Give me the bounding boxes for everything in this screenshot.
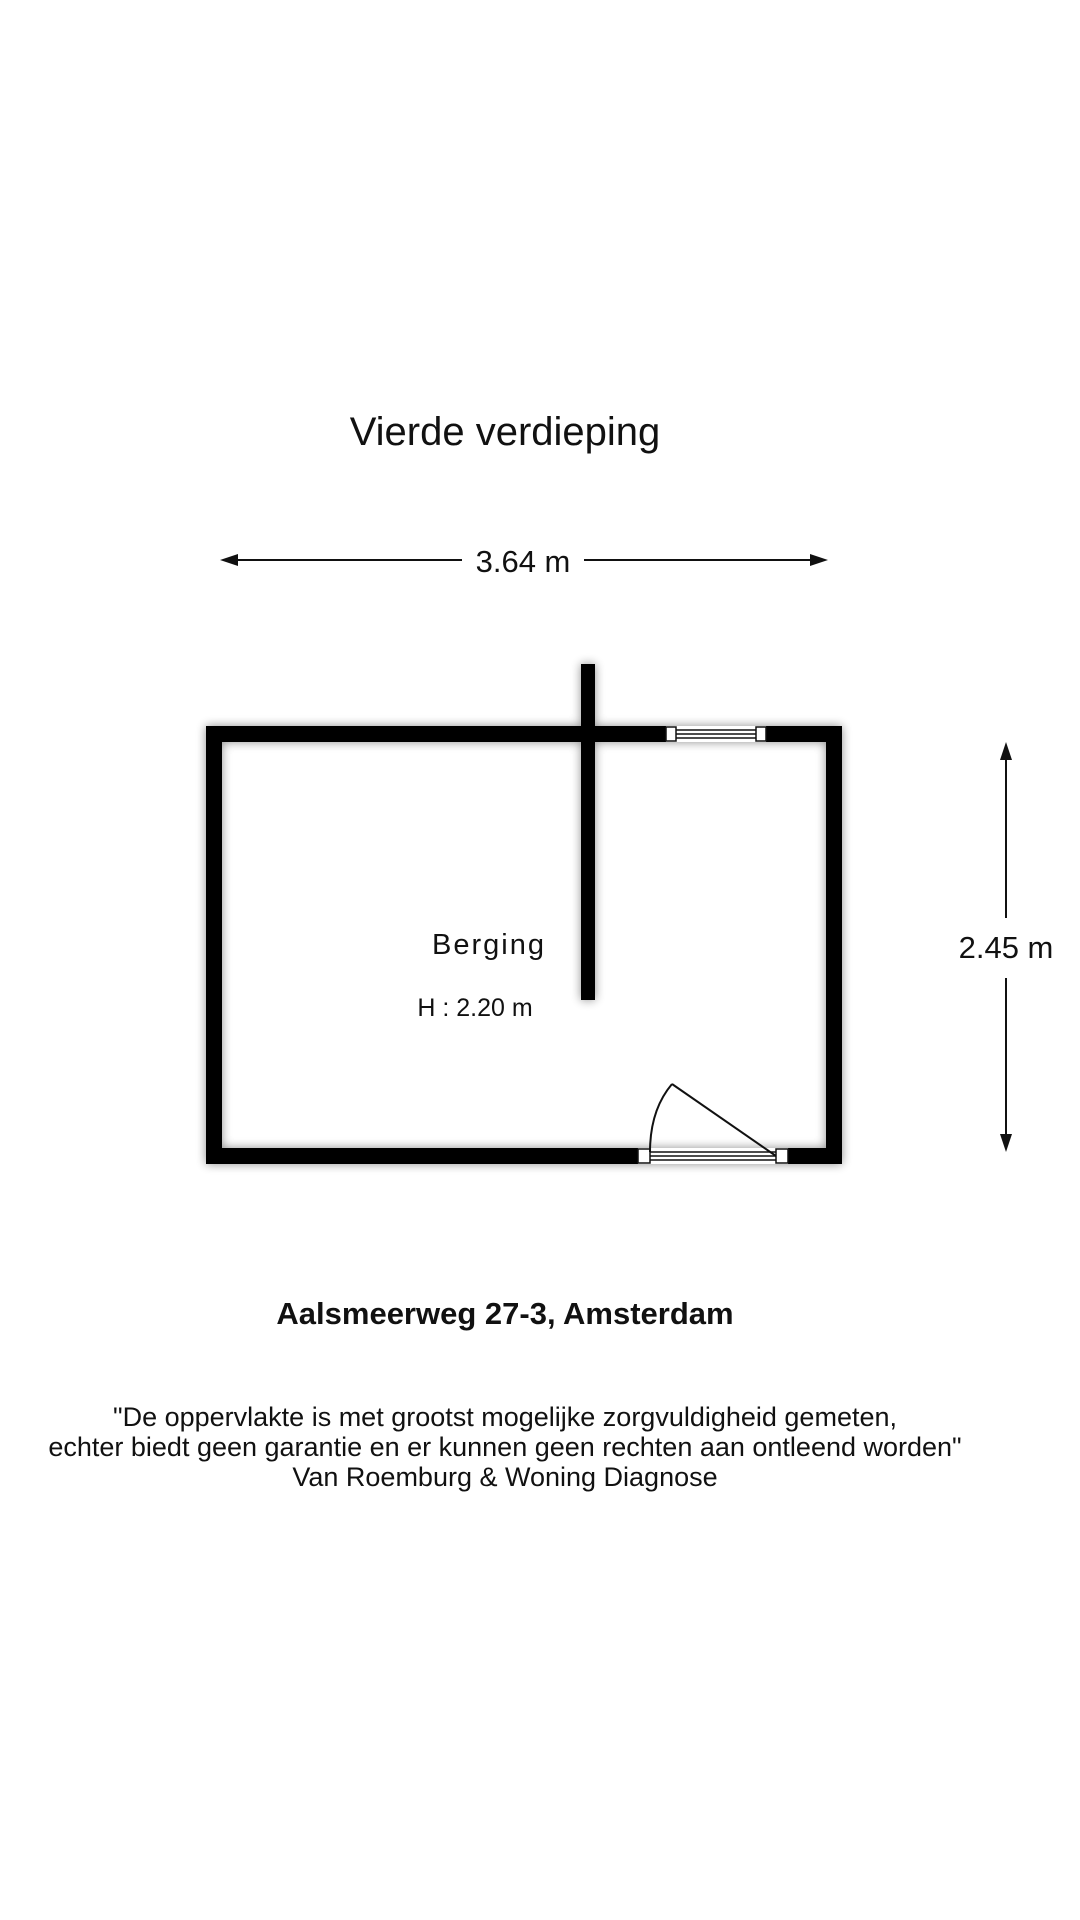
wall-partition	[581, 664, 595, 1000]
window-jamb-left	[666, 727, 676, 741]
disclaimer-line: echter biedt geen garantie en er kunnen geen rechten aan ontleend worden"	[48, 1432, 962, 1462]
door-swing-arc	[650, 1084, 672, 1152]
width-dimension	[220, 544, 828, 579]
door-jamb-left	[638, 1149, 650, 1163]
disclaimer	[0, 1402, 1010, 1492]
arrow-right-icon	[810, 554, 828, 566]
door-jamb-right	[776, 1149, 788, 1163]
height-dimension-label: 2.45 m	[958, 930, 1054, 965]
window-jamb-right	[756, 727, 766, 741]
window	[666, 726, 766, 742]
wall-right	[826, 726, 842, 1164]
wall-left	[206, 726, 222, 1164]
property-address: Aalsmeerweg 27-3, Amsterdam	[276, 1296, 734, 1331]
disclaimer-line: "De oppervlakte is met grootst mogelijke zorgvuldigheid gemeten,	[113, 1402, 897, 1432]
room-ceiling-height: H : 2.20 m	[417, 994, 533, 1022]
arrow-up-icon	[1000, 742, 1012, 760]
disclaimer-credit: Van Roemburg & Woning Diagnose	[292, 1462, 718, 1492]
arrow-left-icon	[220, 554, 238, 566]
floor-title: Vierde verdieping	[349, 410, 661, 454]
height-dimension	[959, 742, 1054, 1152]
arrow-down-icon	[1000, 1134, 1012, 1152]
door	[638, 1084, 788, 1164]
door-leaf	[672, 1084, 776, 1156]
room-name: Berging	[432, 929, 546, 961]
width-dimension-label: 3.64 m	[475, 544, 571, 579]
